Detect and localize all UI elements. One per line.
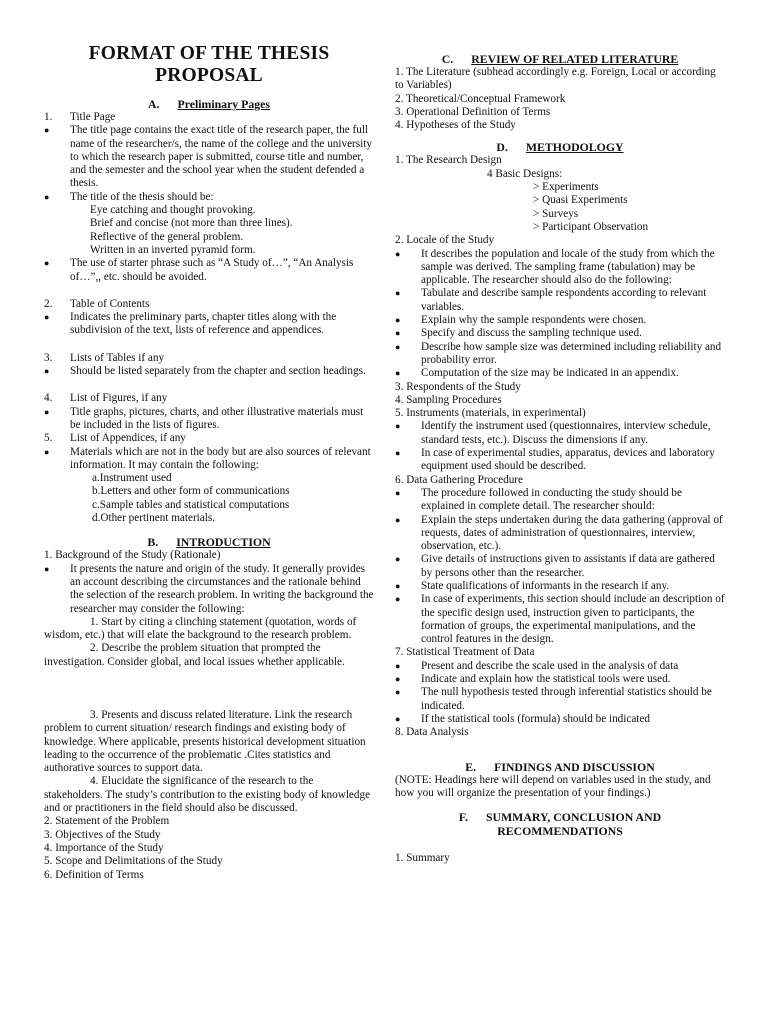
list-item: 1. The Research Design	[395, 154, 502, 167]
bullet-icon: ●	[44, 125, 50, 136]
list-item: Reflective of the general problem.	[90, 230, 244, 243]
bullet-item: ● The use of starter phrase such as “A Study of…”, “An Analysis of…”,, etc. should be avoided.	[44, 257, 354, 283]
list-item: Brief and concise (not more than three lines).	[90, 217, 293, 230]
bullet-item: ● Describe how sample size was determined including reliability and probability error.	[395, 340, 722, 366]
bullet-item: ● Indicate and explain how the statistical tools were used.	[395, 673, 671, 686]
bullet-item: ● It presents the nature and origin of the study. It generally provides an account describing the circumstances and the rationale behind the selection of the research problem. In writing the background the researcher may consider the following:	[44, 562, 374, 615]
list-item: 6. Data Gathering Procedure	[395, 473, 523, 486]
list-item: 3. Objectives of the Study	[44, 828, 161, 841]
list-item: > Experiments	[533, 181, 599, 194]
bullet-item: ● The title of the thesis should be:	[44, 190, 214, 203]
bullet-icon: ●	[395, 487, 401, 498]
bullet-item: ● Tabulate and describe sample respondents according to relevant variables.	[395, 287, 707, 313]
section-letter: C.	[441, 52, 454, 66]
section-letter: B.	[147, 535, 159, 550]
list-item: 5. Scope and Delimitations of the Study	[44, 855, 223, 868]
list-item: 6. Definition of Terms	[44, 868, 144, 881]
page-title: FORMAT OF THE THESIS PROPOSAL	[88, 43, 330, 86]
bullet-item: ● Should be listed separately from the chapter and section headings.	[44, 365, 366, 378]
bullet-item: ● Give details of instructions given to assistants if data are gathered by persons other than the researcher.	[395, 553, 715, 579]
list-item: 3. Lists of Tables if any	[44, 351, 165, 364]
bullet-item: ● In case of experiments, this section should include an description of the specific design used, instruction given to participants, the formation of groups, the experimental manipulations, and the control features in the design.	[395, 593, 725, 646]
bullet-item: ● In case of experimental studies, apparatus, devices and laboratory equipment used should be described.	[395, 447, 715, 473]
section-f-heading	[395, 810, 725, 838]
list-item: 5. Instruments (materials, in experimental)	[395, 407, 586, 420]
list-item: 2. Statement of the Problem	[44, 815, 170, 828]
list-item: d.Other pertinent materials.	[92, 512, 216, 525]
section-a-heading	[44, 97, 374, 111]
section-title: INTRODUCTION	[176, 535, 271, 550]
bullet-item: ● State qualifications of informants in the research if any.	[395, 579, 670, 592]
bullet-item: ● Identify the instrument used (questionnaires, interview schedule, standard tests, etc.). Discuss the dimensions if any.	[395, 420, 711, 446]
paragraph: 2. Describe the problem situation that prompted the investigation. Consider global, and local issues whether applicable.	[44, 642, 345, 668]
section-letter: D.	[496, 140, 508, 155]
section-letter: F.	[458, 810, 468, 825]
section-letter: E.	[465, 759, 477, 774]
bullet-item: ● The procedure followed in conducting the study should be explained in complete detail. The researcher should:	[395, 486, 682, 513]
list-item: 2. Locale of the Study	[395, 234, 495, 247]
list-item: Written in an inverted pyramid form.	[90, 243, 256, 256]
section-d-heading	[395, 140, 725, 154]
list-item: 2. Table of Contents	[44, 297, 150, 310]
list-item: a.Instrument used	[92, 472, 172, 485]
bullet-icon: ●	[395, 368, 401, 379]
bullet-icon: ●	[44, 312, 50, 323]
bullet-item: ● Explain why the sample respondents were chosen.	[395, 314, 647, 327]
section-title: SUMMARY, CONCLUSION AND RECOMMENDATIONS	[485, 810, 662, 839]
bullet-icon: ●	[44, 258, 50, 269]
list-item: 2. Theoretical/Conceptual Framework	[395, 92, 566, 105]
section-title: REVIEW OF RELATED LITERATURE	[471, 52, 679, 66]
bullet-icon: ●	[395, 328, 401, 339]
paragraph: 3. Presents and discuss related literature. Link the research problem to current situation/ research findings and existing body of knowledge. Where applicable, presents historical development situation leading to the occurrence of the problematic .Cites statistics and authorative sources to support data.	[44, 708, 366, 775]
bullet-icon: ●	[44, 406, 50, 417]
list-item: 3. Operational Definition of Terms	[395, 105, 551, 118]
bullet-icon: ●	[395, 421, 401, 432]
bullet-icon: ●	[395, 594, 401, 605]
bullet-icon: ●	[395, 341, 401, 352]
right-column	[395, 0, 725, 865]
bullet-icon: ●	[44, 191, 50, 202]
bullet-icon: ●	[395, 687, 401, 698]
bullet-item: ● Indicates the preliminary parts, chapter titles along with the subdivision of the text, lists of reference and appendices.	[44, 311, 337, 337]
bullet-item: ● Title graphs, pictures, charts, and other illustrative materials must be included in the lists of figures.	[44, 405, 364, 431]
bullet-icon: ●	[395, 674, 401, 685]
bullet-icon: ●	[395, 248, 401, 259]
list-item: 4 Basic Designs:	[487, 167, 563, 180]
bullet-icon: ●	[395, 554, 401, 565]
bullet-item: ● Specify and discuss the sampling technique used.	[395, 327, 642, 340]
sub-list	[44, 472, 374, 525]
bullet-item: ● Explain the steps undertaken during the data gathering (approval of requests, dates of administration of questionnaires, interview, observation, etc.).	[395, 513, 723, 553]
list-item: 1. Summary	[395, 852, 450, 865]
bullet-item: ● Computation of the size may be indicated in an appendix.	[395, 367, 679, 380]
section-title: Preliminary Pages	[177, 97, 270, 111]
list-item: 8. Data Analysis	[395, 726, 469, 739]
section-b-heading	[44, 535, 374, 549]
list-item: 1. Background of the Study (Rationale)	[44, 549, 221, 562]
section-e-heading	[395, 760, 725, 774]
list-item: 7. Statistical Treatment of Data	[395, 646, 535, 659]
section-letter: A.	[148, 97, 160, 111]
list-item: 5. List of Appendices, if any	[44, 432, 186, 445]
bullet-icon: ●	[395, 660, 401, 671]
list-item: 4. Hypotheses of the Study	[395, 119, 516, 132]
bullet-item: ● If the statistical tools (formula) should be indicated	[395, 712, 650, 725]
list-item: 4. Sampling Procedures	[395, 393, 502, 406]
bullet-icon: ●	[44, 446, 50, 457]
list-item: 4. Importance of the Study	[44, 841, 164, 854]
bullet-icon: ●	[395, 514, 401, 525]
bullet-icon: ●	[395, 288, 401, 299]
paragraph: 4. Elucidate the significance of the research to the stakeholders. The study’s contribution to the existing body of knowledge and or practitioners in the field should also be discussed.	[44, 775, 371, 815]
left-column	[44, 0, 374, 882]
section-title: METHODOLOGY	[525, 140, 624, 155]
bullet-icon: ●	[395, 713, 401, 724]
bullet-item: ● Materials which are not in the body but are also sources of relevant information. It may contain the following:	[44, 445, 371, 471]
bullet-icon: ●	[395, 580, 401, 591]
list-item: Eye catching and thought provoking.	[90, 204, 256, 217]
paragraph: (NOTE: Headings here will depend on variables used in the study, and how you will organize the presentation of your findings.)	[395, 773, 711, 799]
paragraph: 1. Start by citing a clinching statement (quotation, words of wisdom, etc.) that will elate the background to the research problem.	[44, 615, 357, 642]
list-item: > Surveys	[533, 207, 579, 220]
list-item: > Participant Observation	[533, 220, 649, 233]
bullet-icon: ●	[44, 366, 50, 377]
sub-list	[395, 181, 725, 234]
bullet-icon: ●	[395, 448, 401, 459]
list-item: > Quasi Experiments	[533, 194, 628, 207]
bullet-item: ● The null hypothesis tested through inferential statistics should be indicated.	[395, 686, 712, 712]
list-item: 1. The Literature (subhead accordingly e.g. Foreign, Local or according to Variables)	[395, 66, 716, 92]
list-item: 4. List of Figures, if any	[44, 392, 168, 405]
section-title: FINDINGS AND DISCUSSION	[494, 759, 655, 774]
section-c-heading	[395, 52, 725, 66]
list-item: c.Sample tables and statistical computations	[92, 498, 290, 511]
bullet-item: ● It describes the population and locale of the study from which the sample was derived. The sampling frame (tabulation) may be applicable. The researcher should also do the following:	[395, 247, 715, 287]
list-item: 3. Respondents of the Study	[395, 380, 521, 393]
bullet-item: ● The title page contains the exact title of the research paper, the full name of the researcher/s, the name of the college and the university to which the research paper is submitted, course title and number, and the semester and the school year when the student defended a thesis.	[44, 124, 372, 190]
bullet-icon: ●	[395, 315, 401, 326]
list-item: 1. Title Page	[44, 111, 116, 123]
sub-list	[44, 204, 374, 257]
bullet-item: ● Present and describe the scale used in the analysis of data	[395, 659, 679, 672]
bullet-icon: ●	[44, 563, 50, 574]
list-item: b.Letters and other form of communications	[92, 485, 290, 498]
